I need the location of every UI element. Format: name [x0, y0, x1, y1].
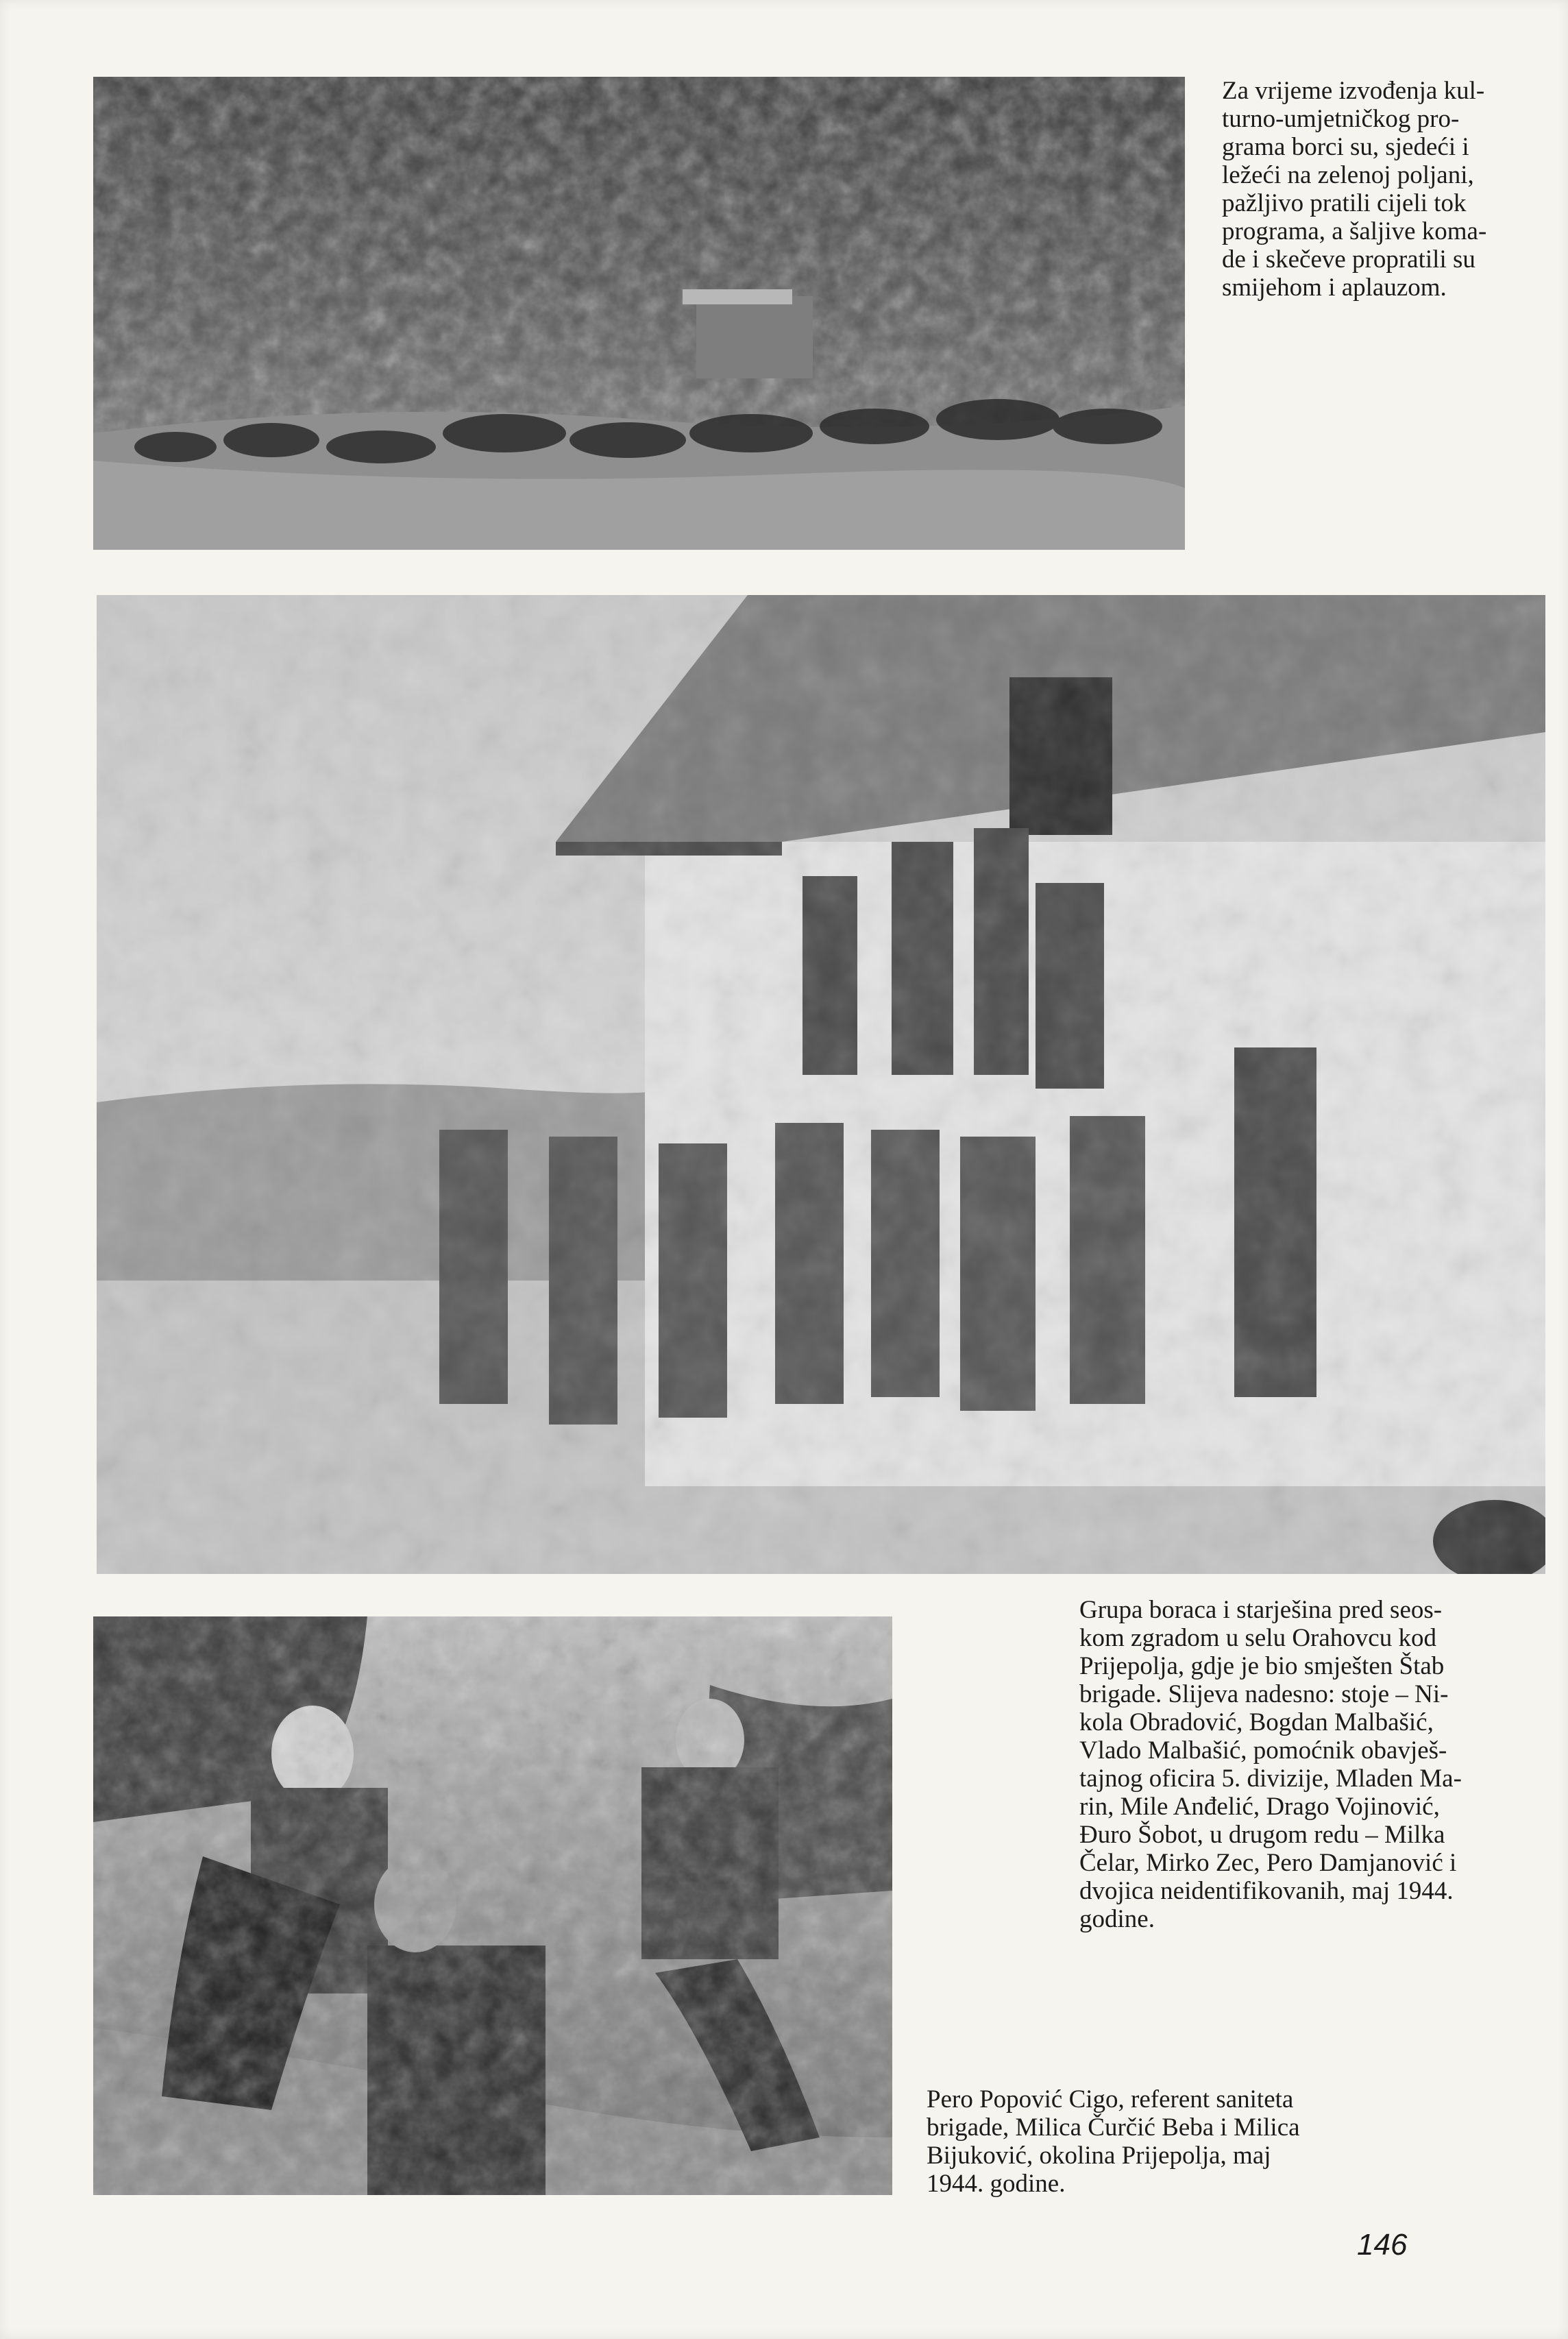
photo-group-village-house	[97, 595, 1545, 1574]
caption-meadow-audience: Za vrijeme izvođenja kul- turno-umjetničkog pro- grama borci su, sjedeći i ležeći na zelenoj poljani, pažljivo pratili cijeli tok programa, a šaljive koma- de i skečeve propratili su smijehom i aplauzom.	[1222, 77, 1487, 302]
photo-audience-meadow	[93, 77, 1185, 550]
page-number: 146	[1357, 2228, 1408, 2262]
photo-riders-horses	[93, 1616, 892, 2195]
caption-village-group: Grupa boraca i starješina pred seos- kom zgradom u selu Orahovcu kod Prijepolja, gdje je bio smješten Štab brigade. Slijeva nadesno: stoje – Ni- kola Obradović, Bogdan Malbašić, Vlado Malbašić, pomoćnik obavješ- tajnog oficira 5. divizije, Mladen Ma- rin, Mile Anđelić, Drago Vojinović, Đuro Šobot, u drugom redu – Milka Čelar, Mirko Zec, Pero Damjanović i dvojica neidentifikovanih, maj 1944. godine.	[1079, 1596, 1462, 1933]
caption-riders: Pero Popović Cigo, referent saniteta brigade, Milica Čurčić Beba i Milica Bijuković, okolina Prijepolja, maj 1944. godine.	[927, 2085, 1300, 2198]
